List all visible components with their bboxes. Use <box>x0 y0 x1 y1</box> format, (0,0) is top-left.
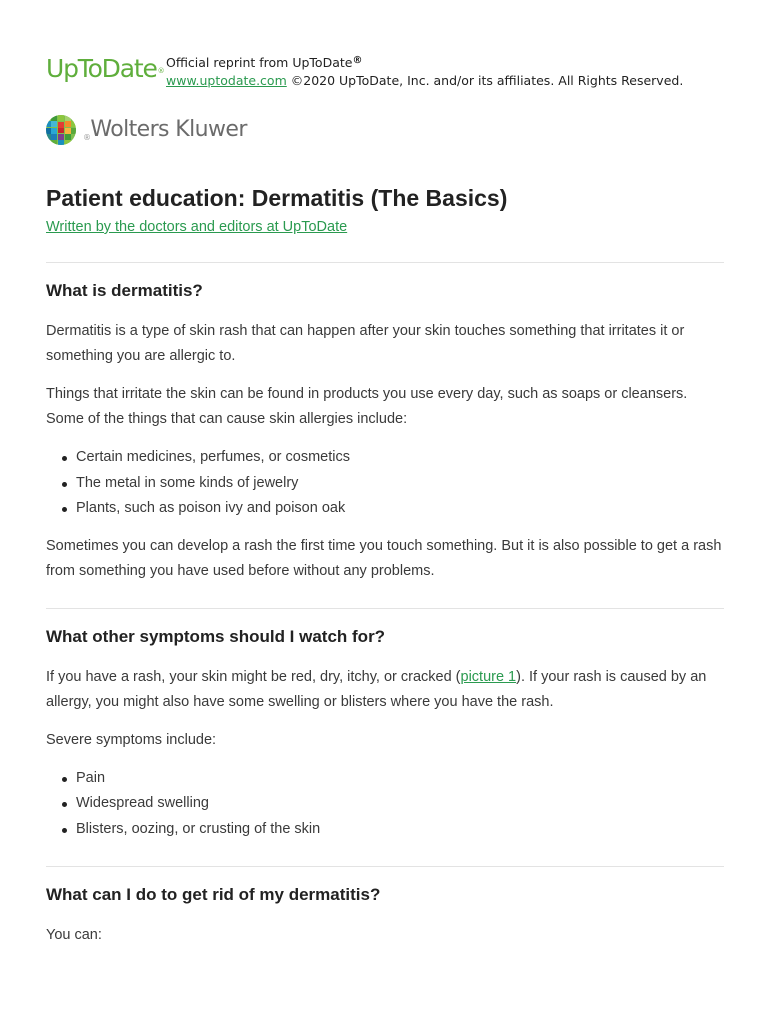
severe-symptoms-list <box>46 766 724 843</box>
list-item: The metal in some kinds of jewelry <box>46 471 724 497</box>
wolters-kluwer-wordmark <box>83 117 247 142</box>
byline-link[interactable]: Written by the doctors and editors at UpToDate <box>46 219 348 235</box>
uptodate-logo <box>46 54 163 84</box>
copyright-text: ©2020 UpToDate, Inc. and/or its affiliates. All Rights Reserved. <box>286 73 684 88</box>
paragraph <box>46 665 724 715</box>
paragraph: Dermatitis is a type of skin rash that can happen after your skin touches something that irritates it or something you are allergic to. <box>46 323 685 364</box>
section-get-rid-of-dermatitis <box>46 884 724 948</box>
list-item: Certain medicines, perfumes, or cosmetics <box>46 445 724 471</box>
paragraph: You can: <box>46 927 102 943</box>
section-what-is-dermatitis <box>46 280 724 584</box>
paragraph: Severe symptoms include: <box>46 731 217 748</box>
divider <box>46 866 724 867</box>
article-title: Patient education: Dermatitis (The Basics) <box>46 185 508 211</box>
section-heading: What other symptoms should I watch for? <box>46 626 386 646</box>
wolters-kluwer-mosaic-icon <box>45 114 77 146</box>
causes-list <box>46 445 724 522</box>
uptodate-logo-text: UpToDate <box>46 54 157 83</box>
paragraph-text: If you have a rash, your skin might be red, dry, itchy, or cracked ( <box>46 668 461 685</box>
wolters-kluwer-mark: ® <box>83 133 91 142</box>
uptodate-site-link[interactable]: www.uptodate.com <box>166 73 287 88</box>
paragraph: Sometimes you can develop a rash the first time you touch something. But it is also possible to get a rash from something you have used before without any problems. <box>46 537 722 579</box>
wolters-kluwer-logo <box>45 114 285 148</box>
reprint-text: Official reprint from UpToDate <box>166 55 353 70</box>
list-item: Widespread swelling <box>46 791 724 817</box>
divider <box>46 608 724 609</box>
section-heading: What is dermatitis? <box>46 281 203 300</box>
divider <box>46 262 724 263</box>
reprint-header <box>46 54 736 94</box>
list-item: Blisters, oozing, or crusting of the skin <box>46 817 724 843</box>
reprint-mark: ® <box>352 55 363 66</box>
article <box>46 183 724 948</box>
list-item: Pain <box>46 766 724 792</box>
paragraph-text: ). If your rash is caused by an allergy, you might also have some swelling or blisters where you have the rash. <box>46 668 707 710</box>
wolters-kluwer-text: Wolters Kluwer <box>90 117 247 142</box>
picture-1-link[interactable]: picture 1 <box>460 668 517 685</box>
section-heading: What can I do to get rid of my dermatitis? <box>46 885 381 904</box>
list-item: Plants, such as poison ivy and poison oak <box>46 496 724 522</box>
reprint-notice <box>166 54 683 90</box>
paragraph: Things that irritate the skin can be found in products you use every day, such as soaps or cleansers. Some of the things that can cause skin allergies include: <box>46 386 688 427</box>
uptodate-logo-mark: ® <box>157 67 164 75</box>
section-other-symptoms <box>46 626 724 843</box>
